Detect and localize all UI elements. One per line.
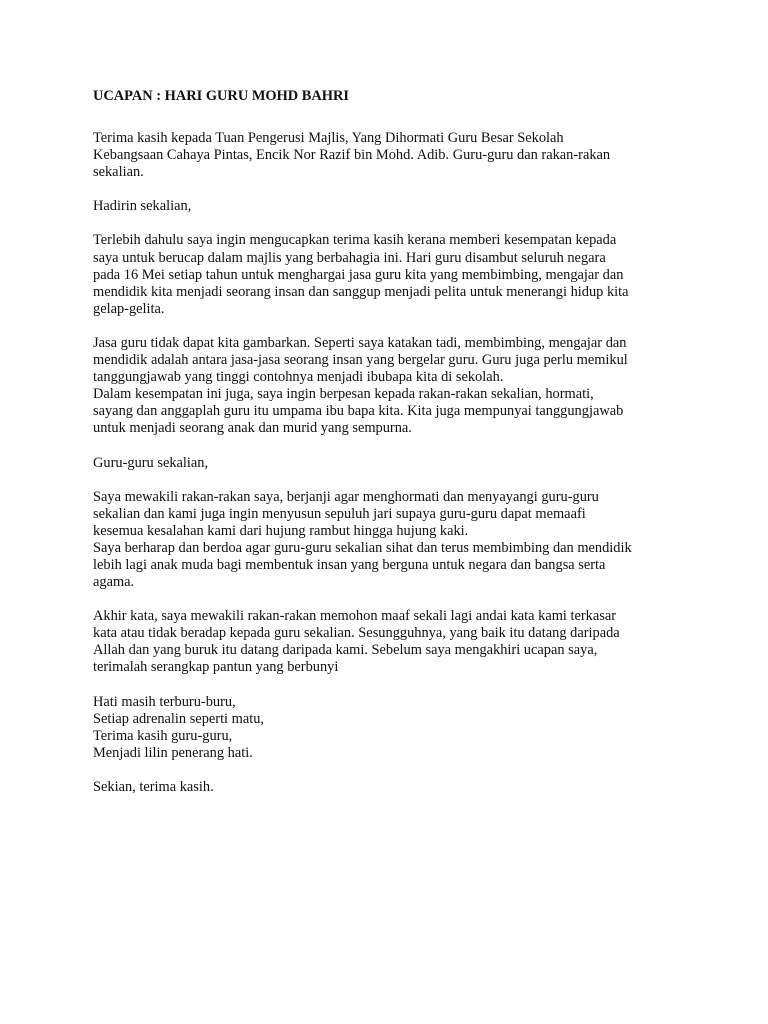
intro-paragraph (93, 232, 683, 317)
text-line: Saya berharap dan berdoa agar guru-guru sekalian sihat dan terus membimbing dan mendidik (93, 539, 632, 556)
text-line: sekalian. (93, 164, 144, 181)
text-line: mendidik adalah antara jasa-jasa seorang insan yang bergelar guru. Guru juga perlu memikul (93, 352, 628, 369)
text-line: kesemua kesalahan kami dari hujung rambut hingga hujung kaki. (93, 522, 469, 539)
closing-paragraph (93, 608, 683, 676)
text-line: Jasa guru tidak dapat kita gambarkan. Seperti saya katakan tadi, membimbing, mengajar dan (93, 334, 627, 351)
text-line: Hadirin sekalian, (93, 198, 192, 215)
text-line: lebih lagi anak muda bagi membentuk insan yang berguna untuk negara dan bangsa serta (93, 556, 606, 573)
verse-line: Setiap adrenalin seperti matu, (93, 710, 265, 727)
body-paragraph (93, 335, 683, 386)
verse-line: Menjadi lilin penerang hati. (93, 744, 253, 761)
verse-line: Terima kasih guru-guru, (93, 727, 233, 744)
text-line: untuk menjadi seorang anak dan murid yang sempurna. (93, 420, 412, 437)
text-line: Guru-guru sekalian, (93, 454, 209, 471)
text-line: Terlebih dahulu saya ingin mengucapkan terima kasih kerana memberi kesempatan kepada (93, 232, 617, 249)
body-paragraph (93, 540, 683, 591)
text-line: Akhir kata, saya mewakili rakan-rakan memohon maaf sekali lagi andai kata kami terkasar (93, 608, 617, 625)
text-line: Terima kasih kepada Tuan Pengerusi Majlis, Yang Dihormati Guru Besar Sekolah (93, 130, 564, 147)
text-line: Dalam kesempatan ini juga, saya ingin berpesan kepada rakan-rakan sekalian, hormati, (93, 386, 594, 403)
salutation-paragraph (93, 455, 683, 472)
text-line: sekalian dan kami juga ingin menyusun sepuluh jari supaya guru-guru dapat memaafi (93, 505, 586, 522)
document-title: UCAPAN : HARI GURU MOHD BAHRI (93, 88, 349, 104)
greeting-paragraph (93, 130, 683, 181)
text-line: Saya mewakili rakan-rakan saya, berjanji agar menghormati dan menyayangi guru-guru (93, 488, 599, 505)
text-line: kata atau tidak beradap kepada guru sekalian. Sesungguhnya, yang baik itu datang daripada (93, 625, 620, 642)
text-line: agama. (93, 574, 135, 591)
body-paragraph (93, 386, 683, 437)
text-line: mendidik kita menjadi seorang insan dan sanggup menjadi pelita untuk menerangi hidup kita (93, 283, 629, 300)
verse-line: Hati masih terburu-buru, (93, 693, 236, 710)
text-line: gelap-gelita. (93, 300, 165, 317)
salutation-paragraph (93, 198, 683, 215)
text-line: sayang dan anggaplah guru itu umpama ibu bapa kita. Kita juga mempunyai tanggungjawab (93, 403, 624, 420)
sign-off (93, 779, 683, 796)
text-line: Allah dan yang buruk itu datang daripada kami. Sebelum saya mengakhiri ucapan saya, (93, 642, 598, 659)
pantun-verse (93, 694, 683, 762)
text-line: pada 16 Mei setiap tahun untuk menghargai jasa guru kita yang membimbing, mengajar dan (93, 266, 624, 283)
text-line: terimalah serangkap pantun yang berbunyi (93, 659, 339, 676)
text-line: Kebangsaan Cahaya Pintas, Encik Nor Razif bin Mohd. Adib. Guru-guru dan rakan-rakan (93, 147, 611, 164)
text-line: Sekian, terima kasih. (93, 778, 214, 795)
text-line: tanggungjawab yang tinggi contohnya menjadi ibubapa kita di sekolah. (93, 369, 504, 386)
document-content (93, 88, 683, 813)
text-line: saya untuk berucap dalam majlis yang berbahagia ini. Hari guru disambut seluruh negara (93, 249, 606, 266)
body-paragraph (93, 489, 683, 540)
